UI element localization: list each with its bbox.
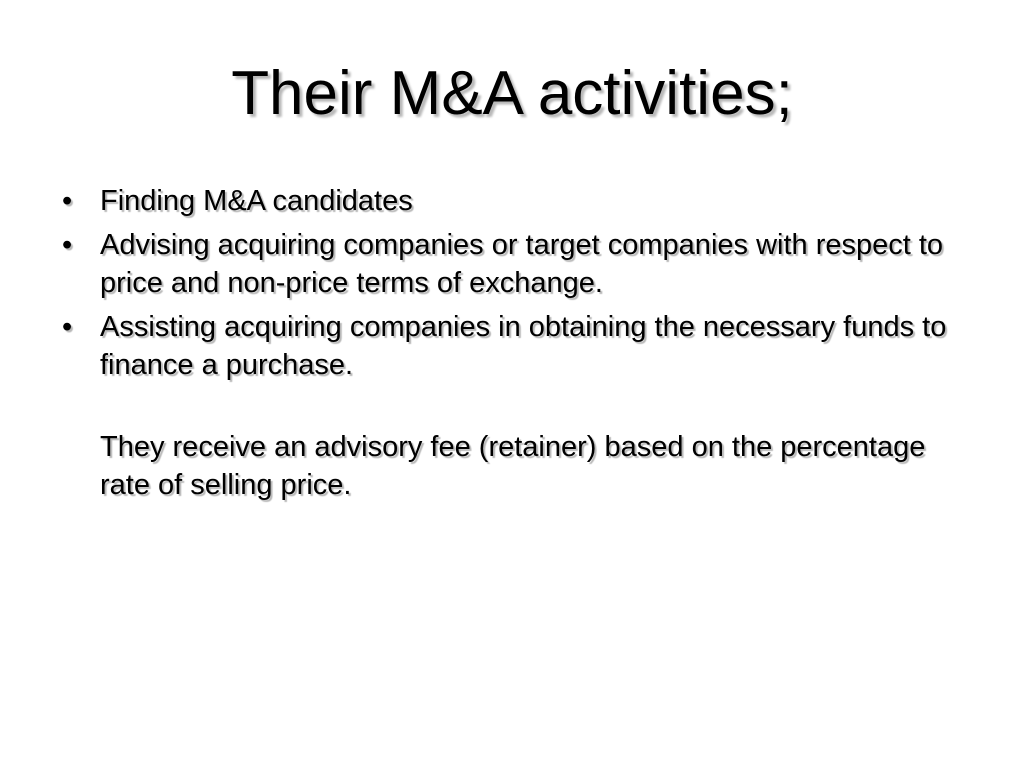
bullet-item-assisting	[62, 308, 962, 384]
slide-title: Their M&A activities;	[231, 59, 793, 128]
bullet-text: Finding M&A candidates	[100, 185, 413, 217]
bullet-text: Advising acquiring companies or target companies with respect to price and non-price terms of exchange.	[100, 229, 944, 299]
bullet-icon: •	[62, 311, 73, 343]
bullet-icon: •	[62, 185, 73, 217]
bullet-item-advising	[62, 226, 962, 302]
advisory-fee-note: They receive an advisory fee (retainer) based on the percentage rate of selling price.	[100, 431, 926, 501]
bullet-item-finding-candidates	[62, 182, 962, 220]
bullet-text: Assisting acquiring companies in obtaining the necessary funds to finance a purchase.	[100, 311, 947, 381]
bullet-icon: •	[62, 229, 73, 261]
bullet-list	[62, 182, 962, 384]
slide-body	[62, 182, 962, 504]
